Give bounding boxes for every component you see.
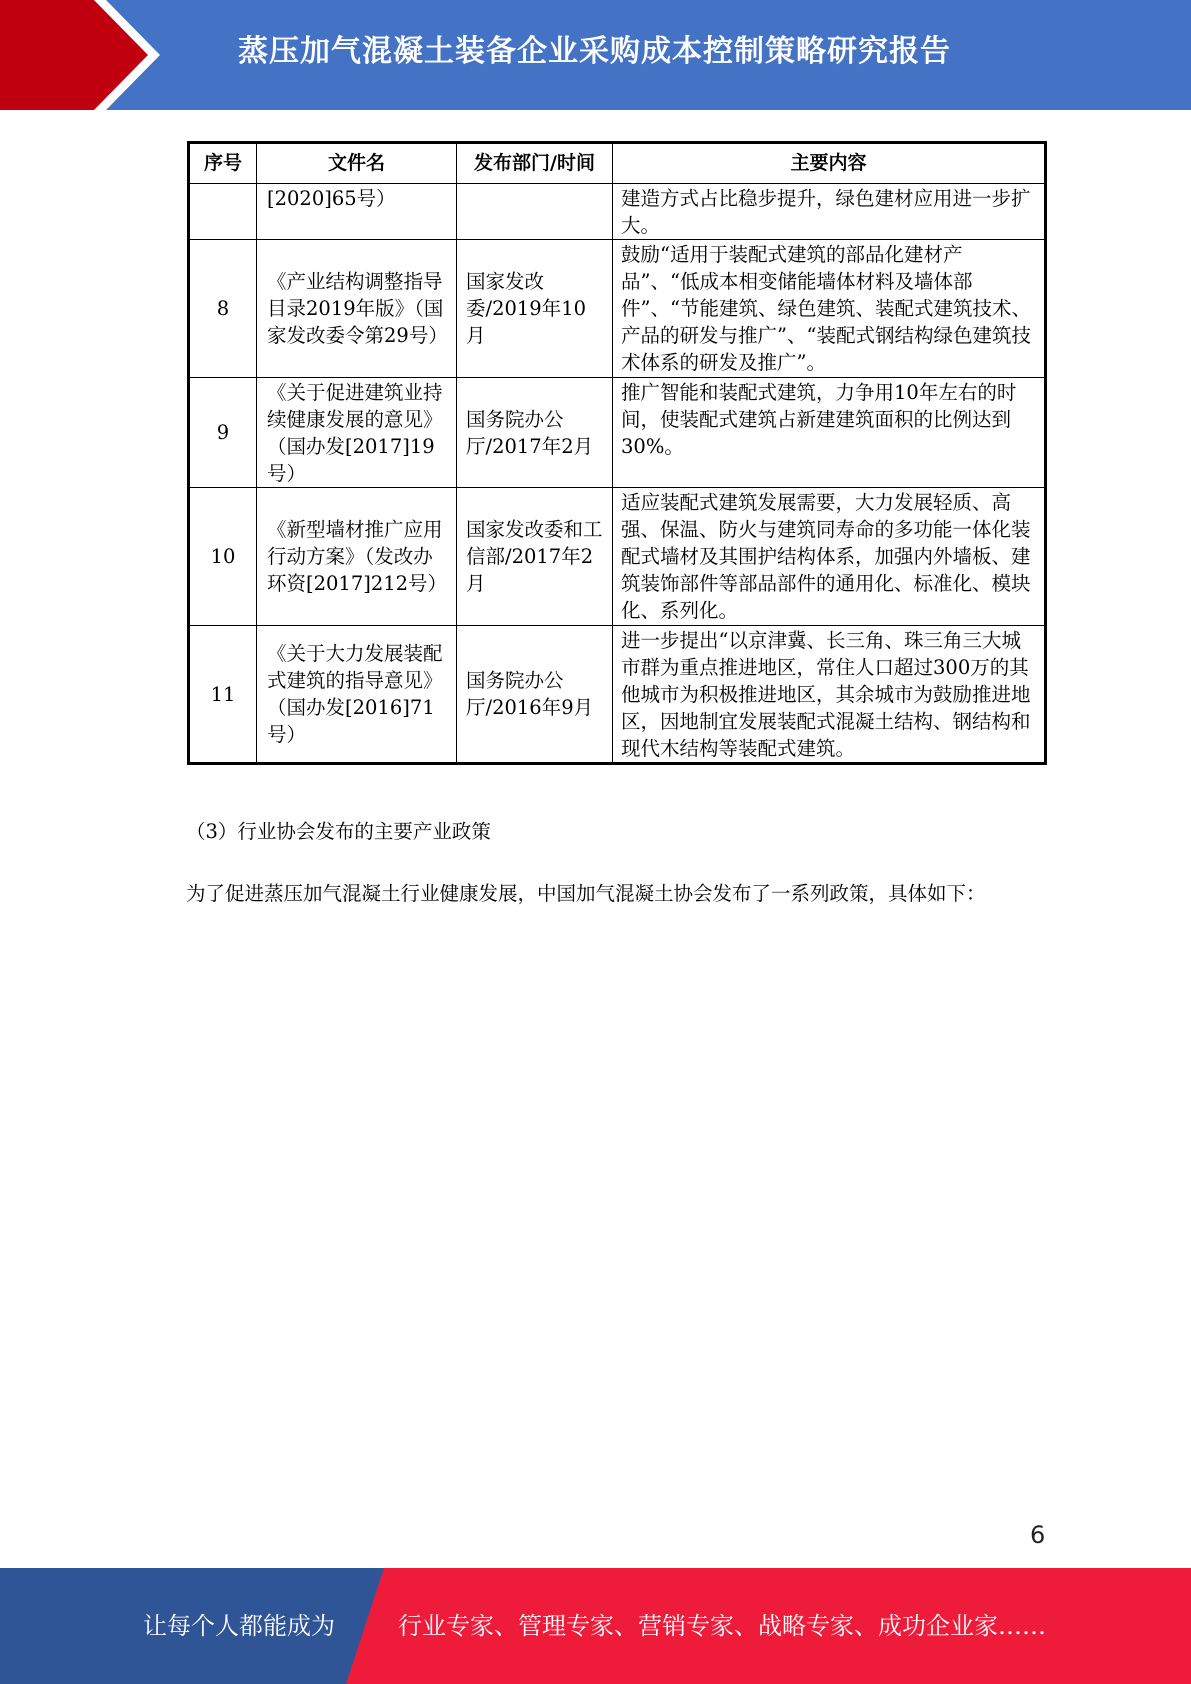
row-number	[189, 184, 257, 240]
column-header-dept: 发布部门/时间	[457, 143, 613, 184]
table-row	[189, 378, 1046, 488]
column-header-no: 序号	[189, 143, 257, 184]
footer-slogan-right: 行业专家、管理专家、营销专家、战略专家、成功企业家……	[398, 1612, 1046, 1640]
row-file-name: 《关于大力发展装配式建筑的指导意见》（国办发[2016]71号）	[257, 626, 457, 764]
table-row	[189, 626, 1046, 764]
column-header-file: 文件名	[257, 143, 457, 184]
policy-table	[187, 141, 1047, 765]
row-file-name: [2020]65号）	[257, 184, 457, 240]
row-department: 国务院办公厅/2017年2月	[457, 378, 613, 488]
row-file-name: 《关于促进建筑业持续健康发展的意见》（国办发[2017]19号）	[257, 378, 457, 488]
table-header-row	[189, 143, 1046, 184]
row-content: 建造方式占比稳步提升，绿色建材应用进一步扩大。	[613, 184, 1046, 240]
row-content: 推广智能和装配式建筑，力争用10年左右的时间，使装配式建筑占新建建筑面积的比例达到30%。	[613, 378, 1046, 488]
row-number: 10	[189, 488, 257, 626]
row-content: 进一步提出“以京津冀、长三角、珠三角三大城市群为重点推进地区，常住人口超过300万的其他城市为积极推进地区，其余城市为鼓励推进地区，因地制宜发展装配式混凝土结构、钢结构和现代木结构等装配式建筑。	[613, 626, 1046, 764]
row-content: 鼓励“适用于装配式建筑的部品化建材产品”、“低成本相变储能墙体材料及墙体部件”、“节能建筑、绿色建筑、装配式建筑技术、产品的研发与推广”、“装配式钢结构绿色建筑技术体系的研发及推广”。	[613, 240, 1046, 378]
chevron-arrow-icon	[0, 0, 160, 110]
column-header-content: 主要内容	[613, 143, 1046, 184]
section-sub-heading: （3）行业协会发布的主要产业政策	[186, 820, 491, 843]
footer-banner	[0, 1568, 1191, 1684]
body-paragraph: 为了促进蒸压加气混凝土行业健康发展，中国加气混凝土协会发布了一系列政策，具体如下：	[186, 882, 986, 905]
page-number: 6	[1030, 1521, 1046, 1549]
footer-slogan-left: 让每个人都能成为	[143, 1612, 335, 1640]
row-department: 国家发改委和工信部/2017年2月	[457, 488, 613, 626]
row-number: 9	[189, 378, 257, 488]
table-row	[189, 240, 1046, 378]
row-department: 国家发改委/2019年10月	[457, 240, 613, 378]
row-department: 国务院办公厅/2016年9月	[457, 626, 613, 764]
row-number: 8	[189, 240, 257, 378]
row-number: 11	[189, 626, 257, 764]
row-department	[457, 184, 613, 240]
table-row	[189, 488, 1046, 626]
report-title: 蒸压加气混凝土装备企业采购成本控制策略研究报告	[238, 34, 951, 69]
table-row	[189, 184, 1046, 240]
header-banner	[0, 0, 1191, 110]
row-file-name: 《产业结构调整指导目录2019年版》（国家发改委令第29号）	[257, 240, 457, 378]
row-file-name: 《新型墙材推广应用行动方案》（发改办环资[2017]212号）	[257, 488, 457, 626]
row-content: 适应装配式建筑发展需要，大力发展轻质、高强、保温、防火与建筑同寿命的多功能一体化装配式墙材及其围护结构体系，加强内外墙板、建筑装饰部件等部品部件的通用化、标准化、模块化、系列化。	[613, 488, 1046, 626]
